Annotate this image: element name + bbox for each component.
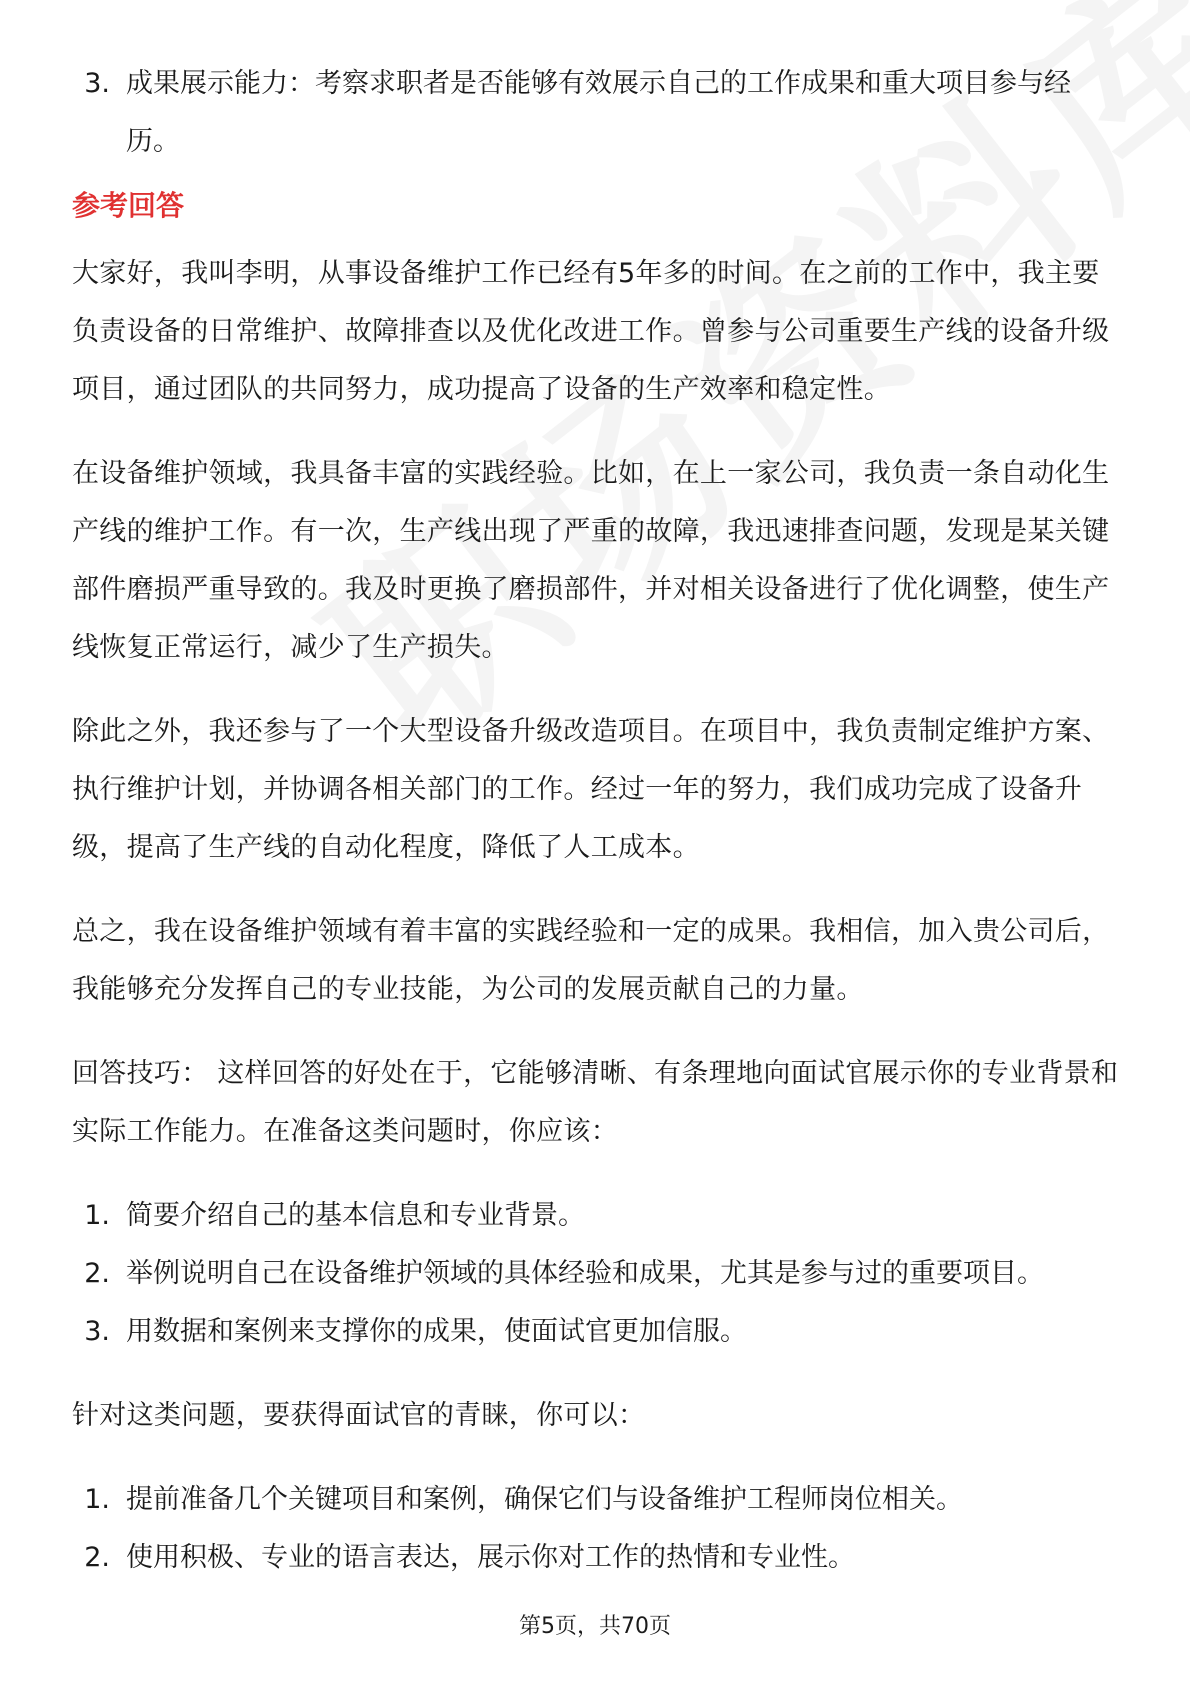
list-text: 提前准备几个关键项目和案例，确保它们与设备维护工程师岗位相关。 xyxy=(126,1484,963,1515)
list-text: 使用积极、专业的语言表达，展示你对工作的热情和专业性。 xyxy=(126,1542,855,1573)
criteria-list xyxy=(72,55,1122,171)
list-text: 举例说明自己在设备维护领域的具体经验和成果，尤其是参与过的重要项目。 xyxy=(126,1258,1044,1289)
paragraph-tips: 回答技巧： 这样回答的好处在于，它能够清晰、有条理地向面试官展示你的专业背景和实际工作能力。在准备这类问题时，你应该： xyxy=(72,1058,1119,1147)
list-item xyxy=(72,1471,1122,1529)
list-text: 成果展示能力：考察求职者是否能够有效展示自己的工作成果和重大项目参与经历。 xyxy=(126,68,1071,157)
advice-list xyxy=(72,1471,1122,1587)
paragraph-experience: 在设备维护领域，我具备丰富的实践经验。比如，在上一家公司，我负责一条自动化生产线的维护工作。有一次，生产线出现了严重的故障，我迅速排查问题，发现是某关键部件磨损严重导致的。我及时更换了磨损部件，并对相关设备进行了优化调整，使生产线恢复正常运行，减少了生产损失。 xyxy=(72,458,1110,663)
section-heading: 参考回答 xyxy=(72,189,185,222)
paragraph-advice-intro: 针对这类问题，要获得面试官的青睐，你可以： xyxy=(72,1400,646,1431)
list-text: 简要介绍自己的基本信息和专业背景。 xyxy=(126,1200,585,1231)
paragraph-project: 除此之外，我还参与了一个大型设备升级改造项目。在项目中，我负责制定维护方案、执行维护计划，并协调各相关部门的工作。经过一年的努力，我们成功完成了设备升级，提高了生产线的自动化程度，降低了人工成本。 xyxy=(72,716,1110,863)
list-number: 1. xyxy=(84,1484,110,1515)
list-number: 3. xyxy=(84,1316,110,1347)
list-item xyxy=(72,1245,1122,1303)
tips-list xyxy=(72,1187,1122,1361)
document-body xyxy=(72,55,1122,1587)
list-item xyxy=(72,55,1122,171)
paragraph-intro: 大家好，我叫李明，从事设备维护工作已经有5年多的时间。在之前的工作中，我主要负责设备的日常维护、故障排查以及优化改进工作。曾参与公司重要生产线的设备升级项目，通过团队的共同努力，成功提高了设备的生产效率和稳定性。 xyxy=(72,258,1110,405)
list-number: 2. xyxy=(84,1542,110,1573)
page-footer: 第5页，共70页 xyxy=(519,1614,671,1639)
list-item xyxy=(72,1187,1122,1245)
list-item xyxy=(72,1529,1122,1587)
list-number: 2. xyxy=(84,1258,110,1289)
list-text: 用数据和案例来支撑你的成果，使面试官更加信服。 xyxy=(126,1316,747,1347)
list-item xyxy=(72,1303,1122,1361)
list-number: 1. xyxy=(84,1200,110,1231)
list-number: 3. xyxy=(84,68,110,99)
paragraph-summary: 总之，我在设备维护领域有着丰富的实践经验和一定的成果。我相信，加入贵公司后，我能够充分发挥自己的专业技能，为公司的发展贡献自己的力量。 xyxy=(72,916,1110,1005)
